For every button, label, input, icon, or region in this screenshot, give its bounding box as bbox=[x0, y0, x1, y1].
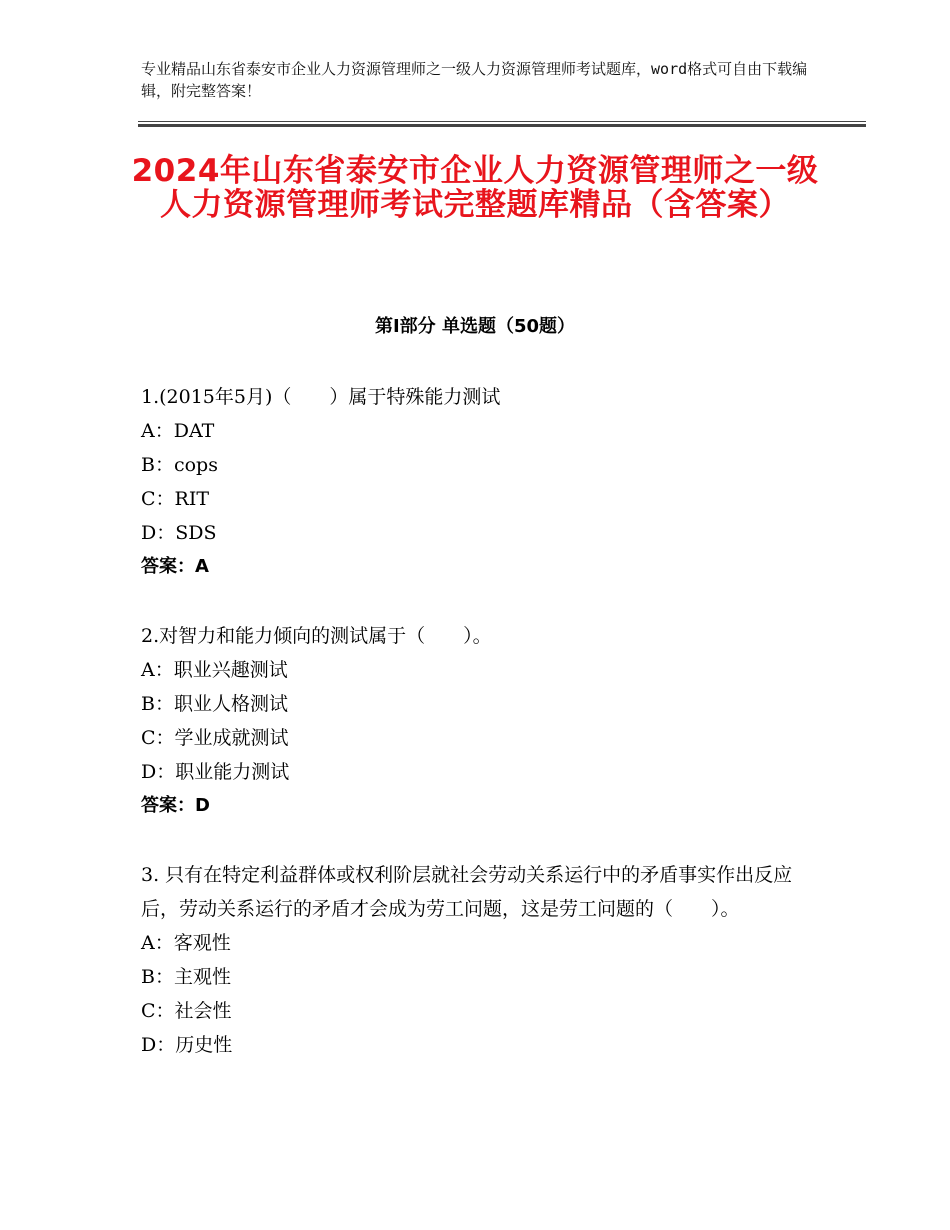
question-text: 3. 只有在特定利益群体或权利阶层就社会劳动关系运行中的矛盾事实作出反应后，劳动关系运行的矛盾才会成为劳工问题，这是劳工问题的（ ）。 bbox=[141, 864, 793, 920]
option-a: A：DAT bbox=[141, 420, 215, 442]
answer-line: 答案：D bbox=[141, 795, 210, 816]
header-divider-thick bbox=[138, 124, 866, 127]
option-b: B：主观性 bbox=[141, 966, 231, 988]
option-c: C：学业成就测试 bbox=[141, 727, 289, 749]
option-a: A：职业兴趣测试 bbox=[141, 659, 288, 681]
option-c: C：RIT bbox=[141, 488, 210, 510]
answer-line: 答案：A bbox=[141, 556, 209, 577]
option-c: C：社会性 bbox=[141, 1000, 232, 1022]
document-title: 2024年山东省泰安市企业人力资源管理师之一级人力资源管理师考试完整题库精品（含答案） bbox=[131, 153, 819, 223]
header-divider-thin bbox=[138, 121, 866, 122]
option-d: D：SDS bbox=[141, 522, 217, 544]
question-block-3 bbox=[141, 858, 811, 1062]
option-d: D：职业能力测试 bbox=[141, 761, 290, 783]
option-d: D：历史性 bbox=[141, 1034, 233, 1056]
option-b: B：职业人格测试 bbox=[141, 693, 288, 715]
question-block-2 bbox=[141, 619, 811, 823]
option-b: B：cops bbox=[141, 454, 218, 476]
question-text: 1.(2015年5月)（ ）属于特殊能力测试 bbox=[141, 386, 501, 408]
question-text: 2.对智力和能力倾向的测试属于（ ）。 bbox=[141, 625, 492, 647]
option-a: A：客观性 bbox=[141, 932, 231, 954]
header-note: 专业精品山东省泰安市企业人力资源管理师之一级人力资源管理师考试题库，word格式可自由下载编辑，附完整答案！ bbox=[141, 60, 808, 100]
question-block-1 bbox=[141, 380, 811, 584]
section-title: 第Ⅰ部分 单选题（50题） bbox=[374, 316, 575, 337]
